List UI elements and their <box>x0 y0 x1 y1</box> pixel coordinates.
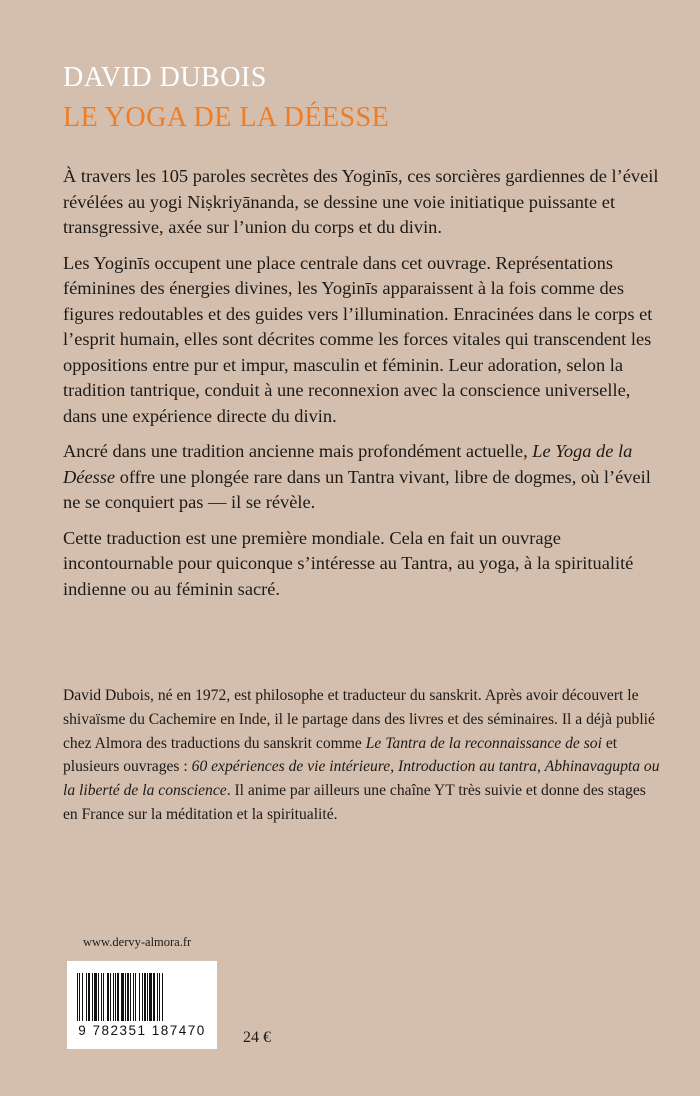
bio-text: David Dubois, né en 1972, est philosophe et traducteur du sanskrit. Après avoir découvert le shivaïsme du Cachemire en Inde, il le partage dans des livres et des séminaires. Il a déjà publié chez Almora des traductions du sanskrit comme <box>63 687 655 752</box>
barcode-bar <box>135 973 136 1021</box>
bio-text: , <box>390 758 399 776</box>
barcode-bar <box>130 973 131 1021</box>
isbn-number: 9 782351 187470 <box>78 1023 206 1038</box>
barcode-bar <box>144 973 146 1021</box>
barcode-bar <box>88 973 90 1021</box>
barcode-bar <box>139 973 140 1021</box>
barcode-bar <box>121 973 124 1021</box>
barcode-bar <box>98 973 99 1021</box>
barcode-bar <box>157 973 158 1021</box>
blurb-title-italic: Le Yoga de la Déesse <box>63 441 633 487</box>
barcode-bar <box>117 973 119 1021</box>
blurb <box>63 164 663 612</box>
barcode-bar <box>103 973 104 1021</box>
book-title: LE YOGA DE LA DÉESSE <box>63 102 390 133</box>
author-bio <box>63 684 663 827</box>
blurb-paragraph: Les Yoginīs occupent une place centrale dans cet ouvrage. Représentations féminines des énergies divines, les Yoginīs apparaissent à la fois comme des figures redoutables et des guides vers l’illumination. Enracinées dans le corps et l’esprit humain, elles sont décrites comme les forces vitales qui transcendent les oppositions entre pur et impur, masculin et féminin. Leur adoration, selon la tradition tantrique, conduit à une reconnexion avec la conscience universelle, dans une expérience directe du divin. <box>63 252 653 426</box>
blurb-paragraph: Cette traduction est une première mondiale. Cela en fait un ouvrage incontournable pour quiconque s’intéresse au Tantra, au yoga, à la spiritualité indienne ou au féminin sacré. <box>63 527 634 599</box>
bio-text: . Il anime par ailleurs une chaîne YT très suivie et donne des stages en France sur la méditation et la spiritualité. <box>63 782 646 823</box>
barcode-bar <box>125 973 126 1021</box>
isbn-barcode <box>67 961 217 1049</box>
barcode-bar <box>107 973 109 1021</box>
bio-text: , <box>536 758 545 776</box>
bio-text: et plusieurs ouvrages : <box>63 734 618 776</box>
barcode-bar <box>101 973 102 1021</box>
barcode-bar <box>113 973 114 1021</box>
barcode-bar <box>79 973 80 1021</box>
barcode-bar <box>115 973 116 1021</box>
barcode-bar <box>149 973 152 1021</box>
barcode-bar <box>159 973 160 1021</box>
barcode-bar <box>153 973 155 1021</box>
bio-italic: 60 expériences de vie intérieure <box>191 758 391 776</box>
barcode-bar <box>142 973 143 1021</box>
blurb-paragraph <box>63 439 663 516</box>
publisher-website: www.dervy-almora.fr <box>83 935 192 949</box>
barcode-icon <box>77 973 207 1021</box>
barcode-bar <box>110 973 111 1021</box>
bio-italic: Abhinavagupta ou la liberté de la conscience <box>63 758 660 800</box>
barcode-bar <box>133 973 134 1021</box>
blurb-text: offre une plongée rare dans un Tantra vivant, libre de dogmes, où l’éveil ne se conquiert pas — il se révèle. <box>63 466 651 512</box>
barcode-bar <box>127 973 129 1021</box>
price: 24 € <box>243 1029 271 1046</box>
barcode-bar <box>94 973 97 1021</box>
blurb-paragraph: À travers les 105 paroles secrètes des Yoginīs, ces sorcières gardiennes de l’éveil révélées au yogi Niṣkriyānanda, se dessine une voie initiatique puissante et transgressive, axée sur l’union du corps et du divin. <box>63 166 659 237</box>
barcode-bar <box>147 973 148 1021</box>
author-name: DAVID DUBOIS <box>63 62 267 93</box>
barcode-bar <box>82 973 83 1021</box>
barcode-bar <box>77 973 78 1021</box>
blurb-text: Ancré dans une tradition ancienne mais profondément actuelle, <box>63 441 533 461</box>
bio-italic: Introduction au tantra <box>398 758 537 776</box>
barcode-bar <box>162 973 163 1021</box>
bio-paragraph <box>63 684 663 827</box>
bio-italic: Le Tantra de la reconnaissance de soi <box>365 734 602 752</box>
barcode-bar <box>86 973 87 1021</box>
barcode-bar <box>92 973 93 1021</box>
